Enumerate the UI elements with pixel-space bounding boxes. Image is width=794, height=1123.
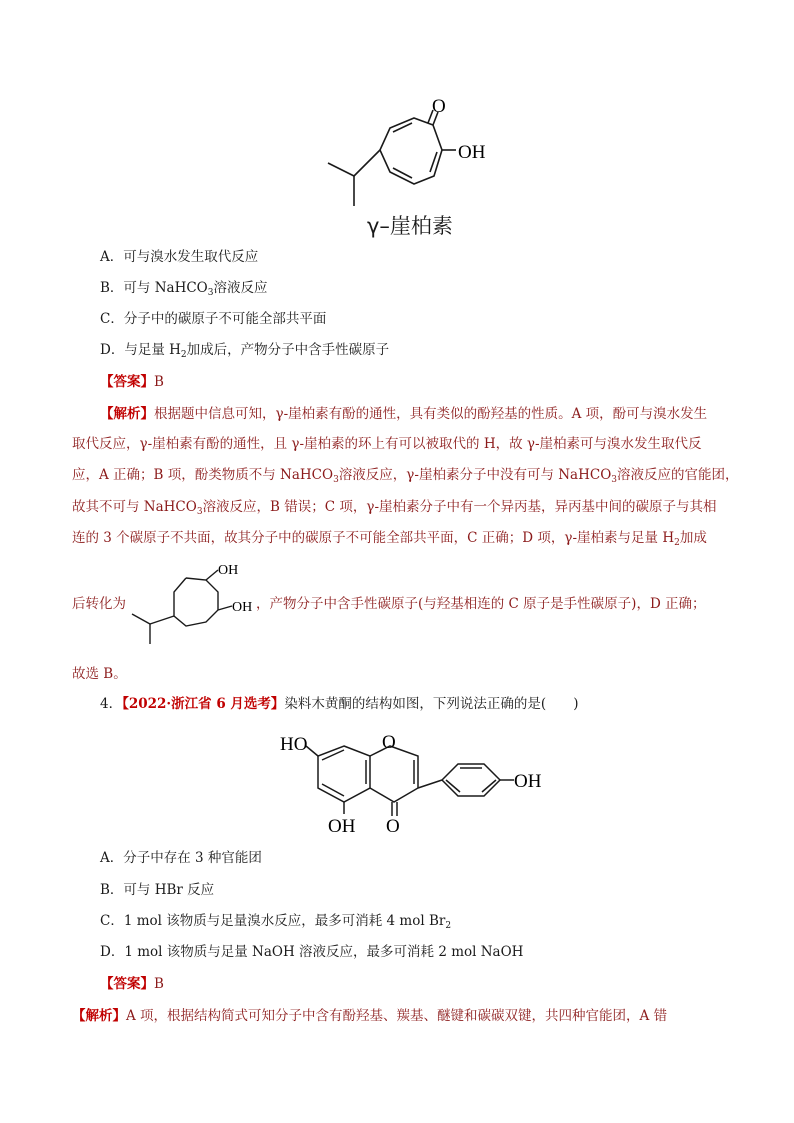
q3-option-d: D．与足量 $H_2$加成后，产物分子中含手性碳原子: [100, 342, 390, 360]
genistein-structure: [278, 724, 548, 838]
hydrogenated-product-structure: [126, 558, 266, 650]
hydroxyl-label: OH: [458, 142, 486, 163]
q3-option-a: A．可与溴水发生取代反应: [100, 249, 259, 265]
q4-answer: 【答案】B: [100, 976, 164, 992]
keto-oxygen-label-2: O: [386, 816, 400, 837]
q3-analysis-line-1: 【解析】根据题中信息可知，γ-崖柏素有酚的通性，具有类似的酚羟基的性质。A 项，酚可与溴水发生: [100, 406, 708, 422]
ho-left-label: HO: [280, 734, 308, 755]
q3-option-c: C．分子中的碳原子不可能全部共平面: [100, 311, 327, 327]
q3-analysis-line-2: 取代反应，γ-崖柏素有酚的通性，且 γ-崖柏素的环上有可以被取代的 H，故 γ-崖柏素可与溴水发生取代反: [72, 436, 702, 452]
q3-option-b: B．可与 NaHCO$_3$溶液反应: [100, 280, 268, 298]
gamma-thujaplicin-structure: [320, 88, 510, 218]
q3-answer: 【答案】B: [100, 374, 164, 390]
q3-analysis-line-6-pre: 后转化为: [72, 596, 126, 612]
q3-analysis-line-4: 故其不可与 NaHCO$_3$溶液反应，B 错误；C 项，γ-崖柏素分子中有一个异丙基，异丙基中间的碳原子与其相: [72, 499, 717, 517]
oh-right-label: OH: [514, 771, 542, 792]
q4-option-b: B．可与 HBr 反应: [100, 882, 215, 898]
oh-bottom-label: OH: [328, 816, 356, 837]
keto-oxygen-label: O: [432, 96, 446, 117]
q4-option-c: C．1 mol 该物质与足量溴水反应，最多可消耗 4 mol $Br_2$: [100, 913, 452, 931]
product-oh-top: OH: [218, 563, 239, 578]
product-oh-right: OH: [232, 600, 253, 615]
q4-stem: 4．【2022·浙江省 6 月选考】染料木黄酮的结构如图，下列说法正确的是( ): [100, 696, 579, 712]
q4-option-d: D．1 mol 该物质与足量 NaOH 溶液反应，最多可消耗 2 mol NaOH: [100, 944, 524, 960]
ring-oxygen-label: O: [382, 732, 396, 753]
q3-analysis-line-5: 连的 3 个碳原子不共面，故其分子中的碳原子不可能全部共平面，C 正确；D 项，γ-崖柏素与足量 $H_2$加成: [72, 530, 707, 548]
q4-analysis-line-1: 【解析】A 项，根据结构简式可知分子中含有酚羟基、羰基、醚键和碳碳双键，共四种官能团，A 错: [72, 1008, 668, 1024]
q3-analysis-line-7: 故选 B。: [72, 666, 127, 682]
structure-name: γ–崖柏素: [367, 214, 453, 238]
q3-analysis-line-3: 应，A 正确；B 项，酚类物质不与 NaHCO$_3$溶液反应，γ-崖柏素分子中没有可与 NaHCO$_3$溶液反应的官能团，: [72, 467, 739, 485]
q4-option-a: A．分子中存在 3 种官能团: [100, 850, 262, 866]
q3-analysis-line-6-post: ，产物分子中含手性碳原子(与羟基相连的 C 原子是手性碳原子)，D 正确；: [256, 596, 706, 612]
